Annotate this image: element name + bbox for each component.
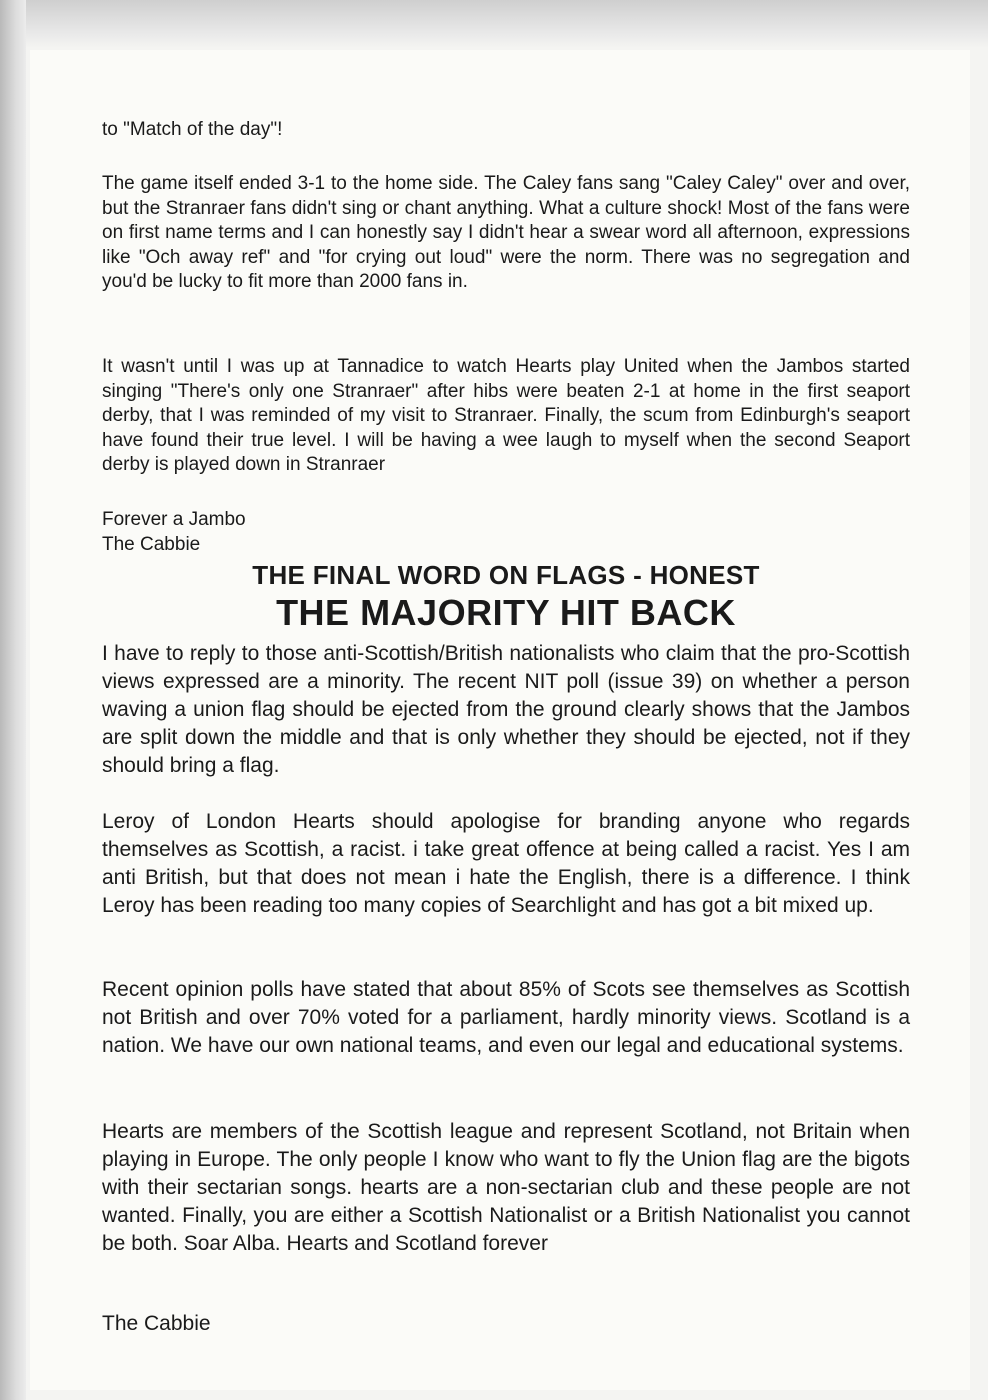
article-paragraph-4: Hearts are members of the Scottish league and represent Scotland, not Britain when playing in Europe. The only people I know who want to fly the Union flag are the bigots with their sectarian songs. hearts are a non-sectarian club and these people are not wanted. Finally, you are either a Scottish Nationalist or a British Nationalist you cannot be both. Soar Alba. Hearts and Scotland forever [102,1120,910,1255]
article-author: The Cabbie [102,1312,211,1335]
page-binding [0,0,26,1400]
letter-signoff: Forever a Jambo [102,509,246,530]
article-paragraph-2: Leroy of London Hearts should apologise for branding anyone who regards themselves as Scottish, a racist. i take great offence at being called a racist. Yes I am anti British, but that does not mean i hate the English, there is a difference. I think Leroy has been reading too many copies of Searchlight and has got a bit mixed up. [102,810,910,917]
article-subheadline: THE MAJORITY HIT BACK [276,592,736,633]
article-paragraph-3: Recent opinion polls have stated that about 85% of Scots see themselves as Scottish not British and over 70% voted for a parliament, hardly minority views. Scotland is a nation. We have our own national teams, and even our legal and educational systems. [102,978,910,1057]
article-headline: THE FINAL WORD ON FLAGS - HONEST [252,560,760,590]
letter-paragraph-2: It wasn't until I was up at Tannadice to watch Hearts play United when the Jambos started singing "There's only one Stranraer" after hibs were beaten 2-1 at home in the first seaport derby, that I was reminded of my visit to Stranraer. Finally, the scum from Edinburgh's seaport have found their true level. I will be having a wee laugh to myself when the second Seaport derby is played down in Stranraer [102,356,910,476]
letter-paragraph-1: The game itself ended 3-1 to the home side. The Caley fans sang "Caley Caley" over and over, but the Stranraer fans didn't sing or chant anything. What a culture shock! Most of the fans were on first name terms and I can honestly say I didn't hear a swear word all afternoon, expressions like "Och away ref" and "for crying out loud" were the norm. There was no segregation and you'd be lucky to fit more than 2000 fans in. [102,173,910,293]
letter-signature [102,507,910,557]
letter-intro-line: to "Match of the day"! [102,119,283,140]
scan-edge-top [0,0,988,48]
letter-author: The Cabbie [102,534,201,555]
article-paragraph-1: I have to reply to those anti-Scottish/British nationalists who claim that the pro-Scottish views expressed are a minority. The recent NIT poll (issue 39) on whether a person waving a union flag should be ejected from the ground clearly shows that the Jambos are split down the middle and that is only whether they should be ejected, not if they should bring a flag. [102,642,910,777]
